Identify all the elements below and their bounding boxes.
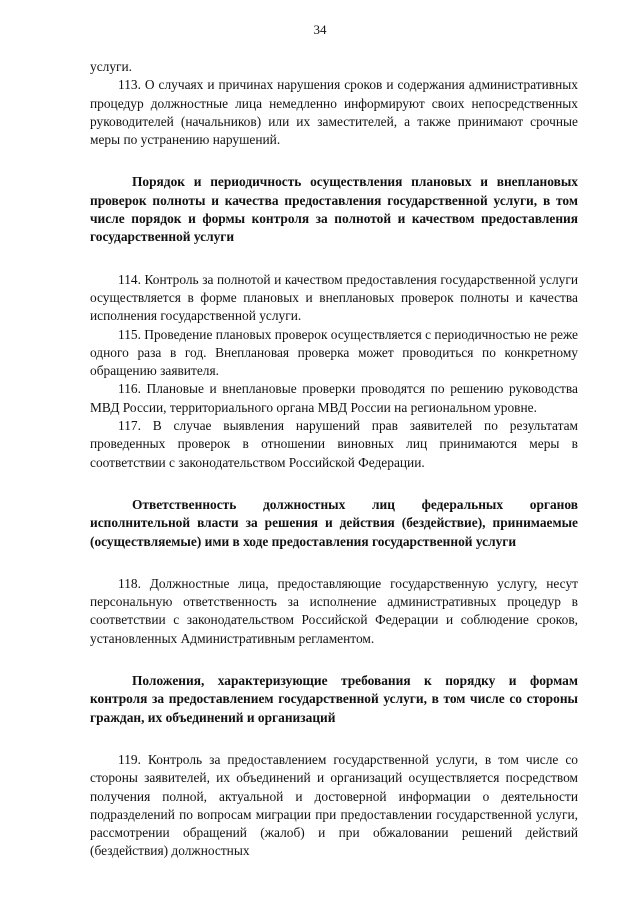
section-gap xyxy=(90,247,578,271)
section-heading: Положения, характеризующие требования к порядку и формам контроля за предоставлением государственной услуги, в том числе со стороны граждан, их объединений и организаций xyxy=(90,673,578,725)
section-heading: Ответственность должностных лиц федеральных органов исполнительной власти за решения и действия (бездействие), принимаемые (осуществляемые) ими в ходе предоставления государственной услуги xyxy=(90,496,578,549)
section-gap xyxy=(90,727,578,751)
section-gap xyxy=(90,648,578,672)
paragraph: 119. Контроль за предоставлением государственной услуги, в том числе со стороны заявителей, их объединений и организаций осуществляется посредством получения полной, актуальной и достоверной информации о деятельности подразделений по вопросам миграции при предоставлении государственной услуги, рассмотрении обращений (жалоб) и при обжаловании решений действий (бездействия) должностных xyxy=(90,751,578,859)
section-heading: Порядок и периодичность осуществления плановых и внеплановых проверок полноты и качества предоставления государственной услуги, в том числе порядок и формы контроля за полнотой и качеством предоставления государственной услуги xyxy=(90,174,578,245)
page-number: 34 xyxy=(313,22,327,37)
document-body xyxy=(90,58,578,861)
paragraph: 118. Должностные лица, предоставляющие государственную услугу, несут персональную ответственность за исполнение административных процедур в соответствии с законодательством Российской Федерации и соблюдение сроков, установленных Административным регламентом. xyxy=(90,575,578,646)
section-gap xyxy=(90,472,578,496)
section-gap xyxy=(90,551,578,575)
paragraph: 117. В случае выявления нарушений прав заявителей по результатам проведенных проверок в отношении виновных лиц принимаются меры в соответствии с законодательством Российской Федерации. xyxy=(90,418,578,470)
paragraph: 114. Контроль за полнотой и качеством предоставления государственной услуги осуществляется в форме плановых и внеплановых проверок полноты и качества исполнения государственной услуги. xyxy=(90,271,578,324)
paragraph: 116. Плановые и внеплановые проверки проводятся по решению руководства МВД России, территориального органа МВД России на региональном уровне. xyxy=(90,381,578,415)
section-gap xyxy=(90,149,578,173)
paragraph: 113. О случаях и причинах нарушения сроков и содержания административных процедур должностные лица немедленно информируют своих непосредственных руководителей (начальников) или их заместителей, а также принимают срочные меры по устранению нарушений. xyxy=(90,77,578,148)
paragraph: услуги. xyxy=(90,59,133,74)
paragraph: 115. Проведение плановых проверок осуществляется с периодичностью не реже одного раза в год. Внеплановая проверка может проводиться по конкретному обращению заявителя. xyxy=(90,326,578,379)
